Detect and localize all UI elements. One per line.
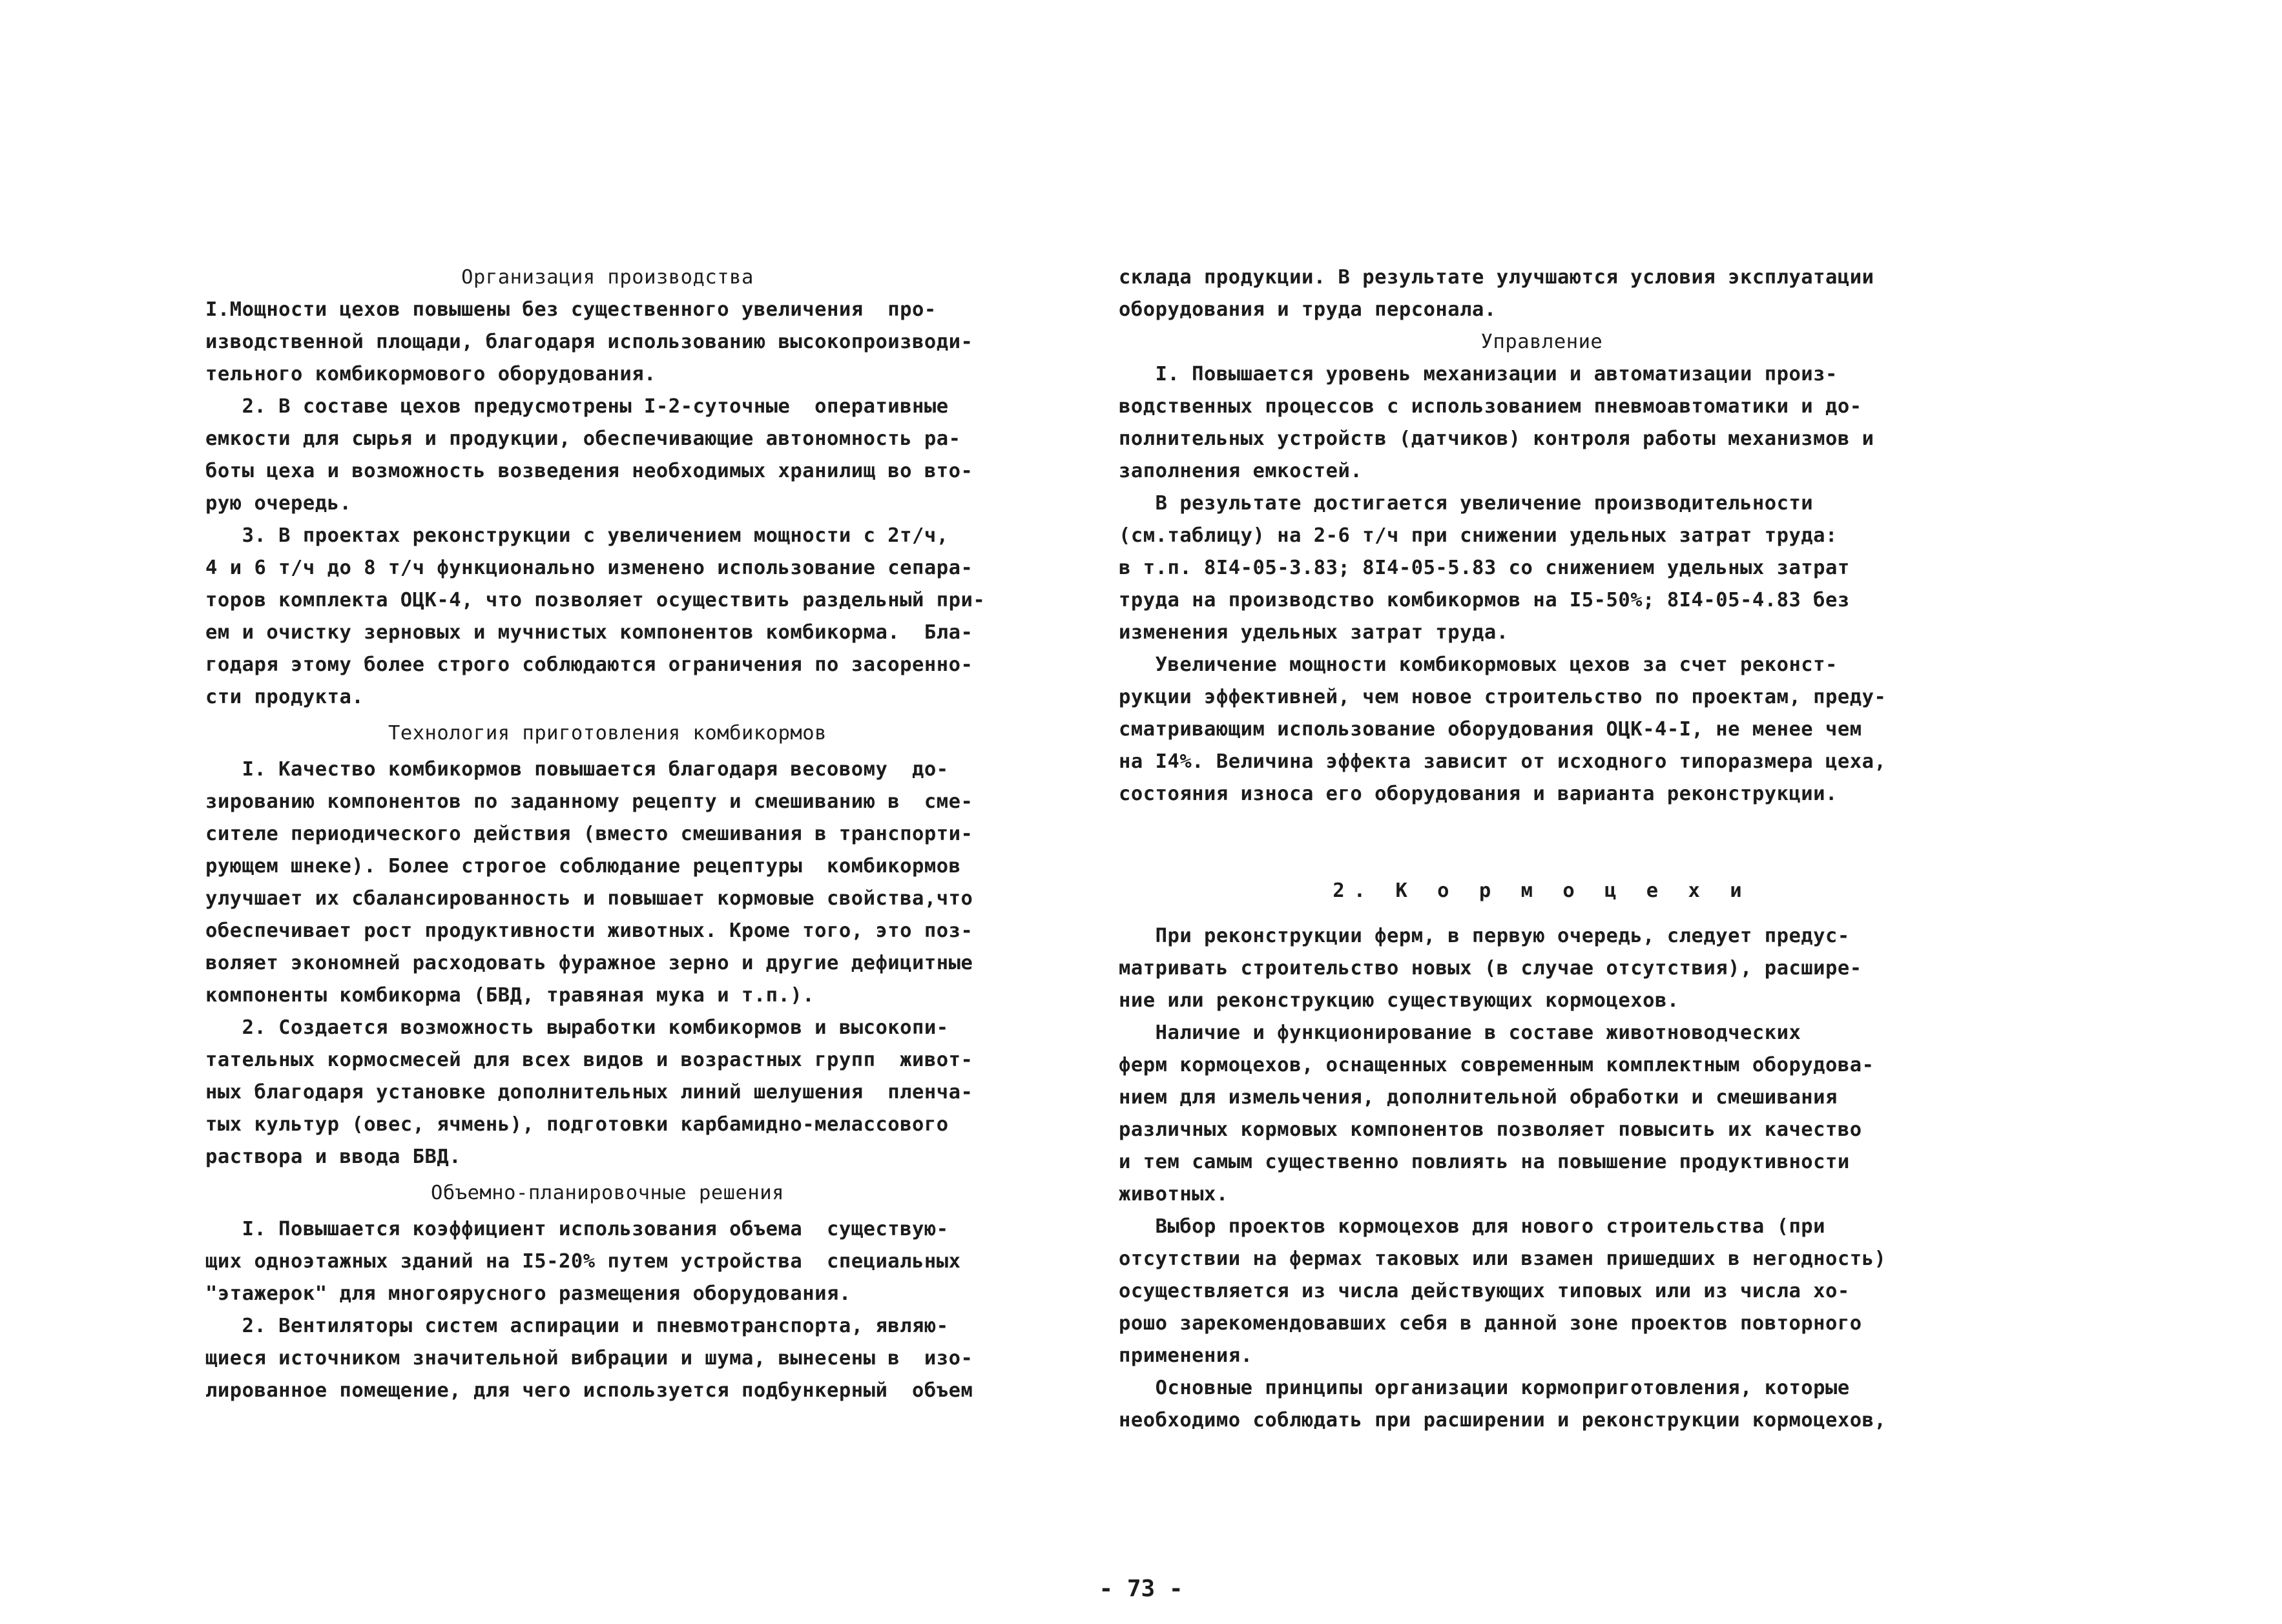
paragraph-quality xyxy=(205,754,1010,1012)
right-column xyxy=(1119,262,1965,1437)
text-line: состояния износа его оборудования и варианта реконструкции. xyxy=(1119,783,1838,805)
heading-feed-technology: Технология приготовления комбикормов xyxy=(388,722,827,745)
text-line: заполнения емкостей. xyxy=(1119,460,1363,482)
paragraph-continuation xyxy=(1119,262,1965,326)
text-line: в т.п. 8I4-05-3.83; 8I4-05-5.83 со снижением удельных затрат xyxy=(1119,557,1850,579)
paragraph-efficiency xyxy=(1119,649,1965,810)
text-line: необходимо соблюдать при расширении и реконструкции кормоцехов, xyxy=(1119,1409,1887,1432)
text-line: применения. xyxy=(1119,1344,1253,1367)
text-line: 2. В составе цехов предусмотрены I-2-суточные оперативные xyxy=(205,395,949,418)
paragraph-reconstruction xyxy=(205,520,1010,714)
text-line: обеспечивает рост продуктивности животных. Кроме того, это поз- xyxy=(205,920,973,942)
text-line: компоненты комбикорма (БВД, травяная мука и т.п.). xyxy=(205,984,815,1007)
text-line: тых культур (овес, ячмень), подготовки карбамидно-мелассового xyxy=(205,1113,949,1136)
text-line: емкости для сырья и продукции, обеспечивающие автономность ра- xyxy=(205,427,961,450)
heading-feed-shops xyxy=(1119,875,1965,907)
text-line: Основные принципы организации кормоприготовления, которые xyxy=(1119,1377,1850,1399)
text-line: боты цеха и возможность возведения необходимых хранилищ во вто- xyxy=(205,460,973,482)
text-line: изменения удельных затрат труда. xyxy=(1119,621,1509,644)
text-line: и тем самым существенно повлиять на повышение продуктивности xyxy=(1119,1151,1850,1173)
paragraph-farm-reconstruction xyxy=(1119,920,1965,1017)
heading-planning-solutions: Объемно-планировочные решения xyxy=(430,1182,784,1204)
paragraph-capacity xyxy=(205,294,1010,391)
text-line: I. Качество комбикормов повышается благодаря весовому до- xyxy=(205,758,949,781)
text-line: изводственной площади, благодаря использованию высокопроизводи- xyxy=(205,331,973,353)
paragraph-ventilation xyxy=(205,1310,1010,1407)
text-line: I. Повышается коэффициент использования объема существую- xyxy=(205,1218,949,1240)
text-line: щих одноэтажных зданий на I5-20% путем устройства специальных xyxy=(205,1250,961,1273)
text-line: 2. Создается возможность выработки комбикормов и высокопи- xyxy=(205,1016,949,1039)
paragraph-principles xyxy=(1119,1372,1965,1437)
text-line: матривать строительство новых (в случае отсутствия), расшире- xyxy=(1119,957,1862,980)
text-line: водственных процессов с использованием пневмоавтоматики и до- xyxy=(1119,395,1862,418)
paragraph-automation xyxy=(1119,358,1965,488)
text-line: зированию компонентов по заданному рецепту и смешиванию в сме- xyxy=(205,790,973,813)
text-line: торов комплекта ОЦК-4, что позволяет осуществить раздельный при- xyxy=(205,589,986,612)
text-line: оборудования и труда персонала. xyxy=(1119,298,1497,321)
text-line: нием для измельчения, дополнительной обработки и смешивания xyxy=(1119,1086,1838,1109)
text-line: ферм кормоцехов, оснащенных современным комплектным оборудова- xyxy=(1119,1054,1874,1076)
paragraph-storage xyxy=(205,391,1010,520)
paragraph-mixtures xyxy=(205,1012,1010,1173)
text-line: сматривающим использование оборудования ОЦК-4-I, не менее чем xyxy=(1119,718,1862,741)
text-line: труда на производство комбикормов на I5-50%; 8I4-05-4.83 без xyxy=(1119,589,1850,612)
text-line: сителе периодического действия (вместо смешивания в транспорти- xyxy=(205,823,973,845)
text-line: I. Повышается уровень механизации и автоматизации произ- xyxy=(1119,363,1838,385)
heading-production-organization: Организация производства xyxy=(461,266,754,289)
text-line: на I4%. Величина эффекта зависит от исходного типоразмера цеха, xyxy=(1119,750,1887,773)
text-line: лированное помещение, для чего используется подбункерный объем xyxy=(205,1379,973,1402)
text-line: животных. xyxy=(1119,1183,1229,1206)
paragraph-volume-usage xyxy=(205,1213,1010,1310)
text-line: отсутствии на фермах таковых или взамен пришедших в негодность) xyxy=(1119,1248,1887,1270)
text-line: 3. В проектах реконструкции с увеличением мощности с 2т/ч, xyxy=(205,524,949,547)
paragraph-project-selection xyxy=(1119,1211,1965,1372)
text-line: (см.таблицу) на 2-6 т/ч при снижении удельных затрат труда: xyxy=(1119,524,1838,547)
text-line: тельного комбикормового оборудования. xyxy=(205,363,656,385)
text-line: В результате достигается увеличение производительности xyxy=(1119,492,1814,515)
text-line: Наличие и функционирование в составе животноводческих xyxy=(1119,1022,1801,1044)
page-number: - 73 - xyxy=(1099,1576,1183,1602)
paragraph-productivity xyxy=(1119,488,1965,649)
text-line: "этажерок" для многоярусного размещения оборудования. xyxy=(205,1282,851,1305)
text-line: При реконструкции ферм, в первую очередь, следует предус- xyxy=(1119,925,1850,947)
text-line: раствора и ввода БВД. xyxy=(205,1146,462,1168)
text-line: Выбор проектов кормоцехов для нового строительства (при xyxy=(1119,1215,1826,1238)
text-line: I.Мощности цехов повышены без существенного увеличения про- xyxy=(205,298,937,321)
text-line: ние или реконструкцию существующих кормоцехов. xyxy=(1119,989,1679,1012)
text-line: рующем шнеке). Более строгое соблюдание рецептуры комбикормов xyxy=(205,855,961,878)
text-line: Увеличение мощности комбикормовых цехов за счет реконст- xyxy=(1119,653,1838,676)
text-line: 2. Вентиляторы систем аспирации и пневмотранспорта, являю- xyxy=(205,1315,949,1337)
text-line: ем и очистку зерновых и мучнистых компонентов комбикорма. Бла- xyxy=(205,621,973,644)
text-line: ных благодаря установке дополнительных линий шелушения пленча- xyxy=(205,1081,973,1104)
text-line: склада продукции. В результате улучшаются условия эксплуатации xyxy=(1119,266,1874,289)
text-line: улучшает их сбалансированность и повышает кормовые свойства,что xyxy=(205,887,973,910)
heading-feed-shops-text: 2. К о р м о ц е х и xyxy=(1333,879,1751,902)
text-line: рую очередь. xyxy=(205,492,352,515)
text-line: годаря этому более строго соблюдаются ограничения по засоренно- xyxy=(205,653,973,676)
text-line: полнительных устройств (датчиков) контроля работы механизмов и xyxy=(1119,427,1874,450)
left-column xyxy=(205,262,1010,1407)
paragraph-feed-shop-equipment xyxy=(1119,1017,1965,1211)
text-line: рукции эффективней, чем новое строительство по проектам, преду- xyxy=(1119,686,1887,708)
text-line: сти продукта. xyxy=(205,686,364,708)
heading-management: Управление xyxy=(1480,331,1603,353)
text-line: рошо зарекомендовавших себя в данной зоне проектов повторного xyxy=(1119,1312,1862,1335)
text-line: осуществляется из числа действующих типовых или из числа хо- xyxy=(1119,1280,1850,1302)
text-line: воляет экономней расходовать фуражное зерно и другие дефицитные xyxy=(205,952,973,974)
text-line: различных кормовых компонентов позволяет повысить их качество xyxy=(1119,1118,1862,1141)
text-line: тательных кормосмесей для всех видов и возрастных групп живот- xyxy=(205,1049,973,1071)
text-line: щиеся источником значительной вибрации и шума, вынесены в изо- xyxy=(205,1347,973,1370)
text-line: 4 и 6 т/ч до 8 т/ч функционально изменено использование сепара- xyxy=(205,557,973,579)
